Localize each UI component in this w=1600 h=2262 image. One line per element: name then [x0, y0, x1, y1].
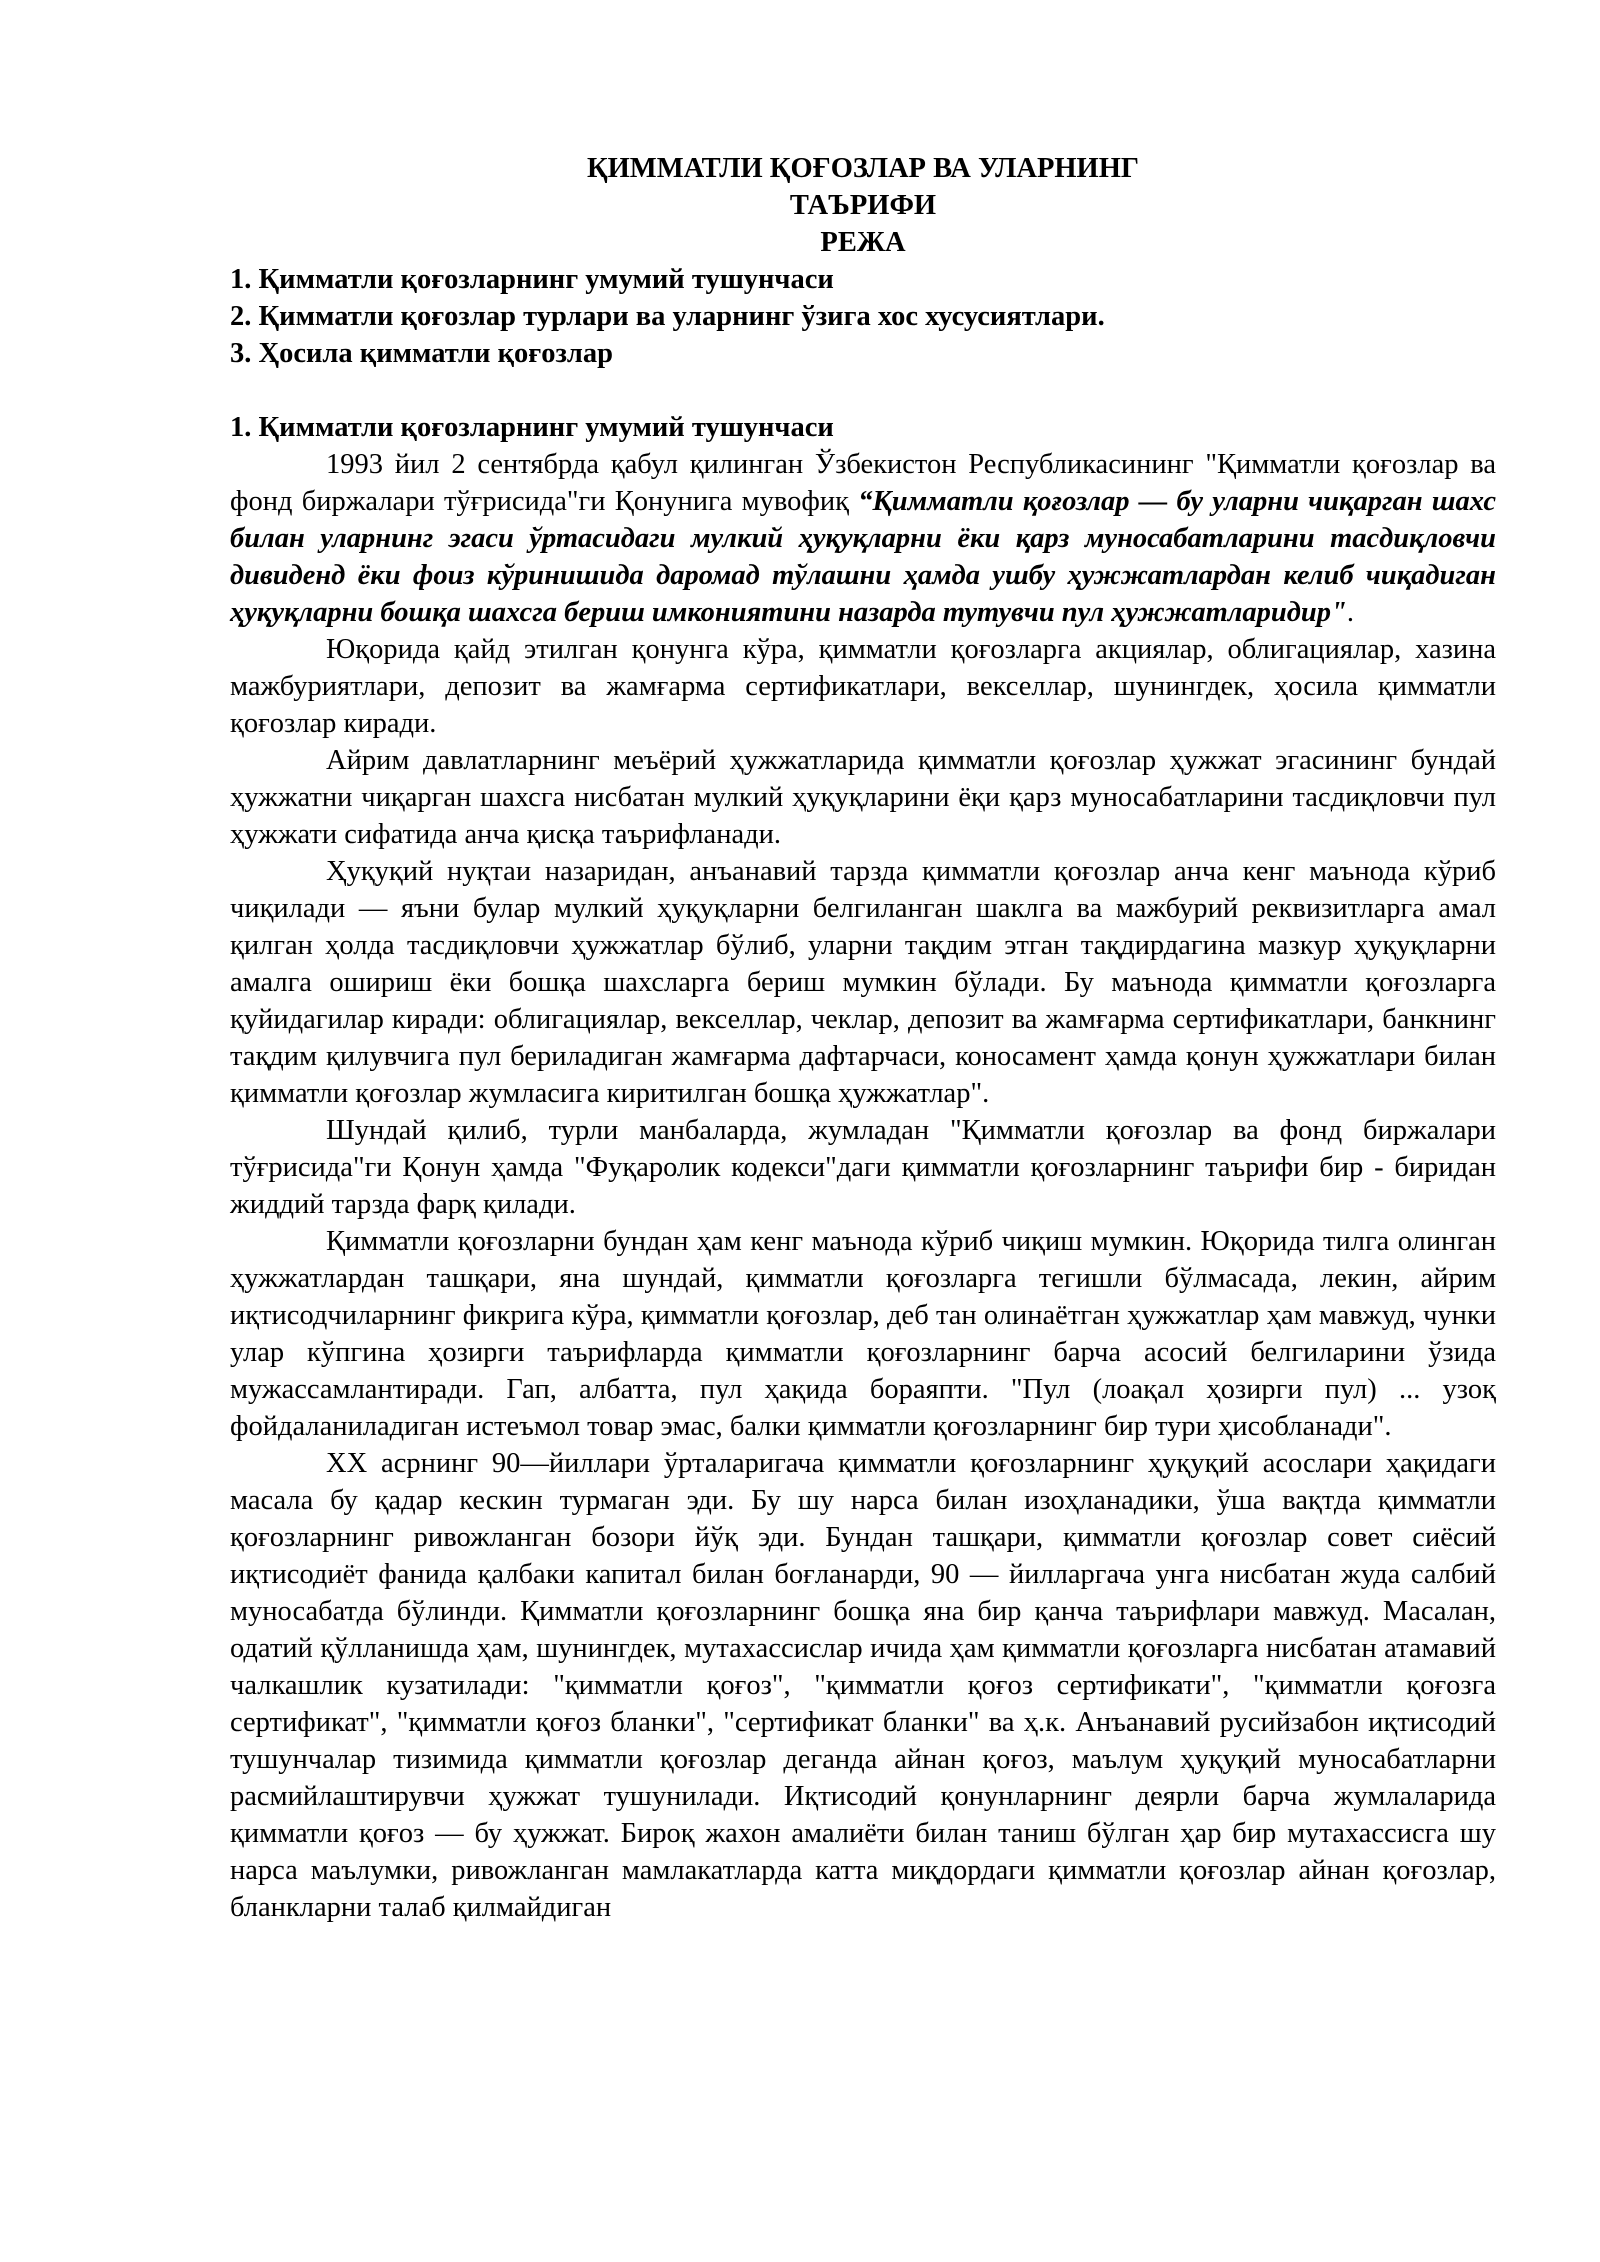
paragraph-1-intro: 1993 йил 2 сентябрда қабул қилинган Ўзбекистон Республикасининг "Қимматли қоғозлар ва фонд биржалари тўғрисида"ги Қонунига мувофиқ	[230, 449, 1496, 517]
document-title-line-1: ҚИММАТЛИ ҚОҒОЗЛАР ВА УЛАРНИНГ	[586, 153, 1140, 184]
paragraph-4: Ҳуқуқий нуқтаи назаридан, анъанавий тарзда қимматли қоғозлар анча кенг маънода кўриб чиқилади — яъни булар мулкий ҳуқуқларни белгиланган шаклга ва мажбурий реквизитларга амал қилган ҳолда тасдиқловчи ҳужжатлар бўлиб, уларни тақдим этган тақдирдагина мазкур ҳуқуқларни амалга ошириш ёки бошқа шахсларга бериш мумкин бўлади. Бу маънода қимматли қоғозларга қуйидагилар киради: облигациялар, векселлар, чеклар, депозит ва жамғарма сертификатлари, банкнинг тақдим қилувчига пул бериладиган жамғарма дафтарчаси, коносамент ҳамда қонун ҳужжатлари билан қимматли қоғозлар жумласига киритилган бошқа ҳужжатлар".	[230, 856, 1496, 1109]
paragraph-1	[230, 446, 1496, 631]
blank-line	[230, 372, 1496, 409]
plan-item-3: 3. Ҳосила қимматли қоғозлар	[230, 338, 613, 369]
document-title-line-2: ТАЪРИФИ	[789, 190, 937, 221]
paragraph-2: Юқорида қайд этилган қонунга кўра, қимматли қоғозларга акциялар, облигациялар, хазина мажбуриятлари, депозит ва жамғарма сертификатлари, векселлар, шунингдек, ҳосила қимматли қоғозлар киради.	[230, 634, 1496, 739]
paragraph-6: Қимматли қоғозларни бундан ҳам кенг маънода кўриб чиқиш мумкин. Юқорида тилга олинган ҳужжатлардан ташқари, яна шундай, қимматли қоғозларга тегишли бўлмасада, лекин, айрим иқтисодчиларнинг фикрига кўра, қимматли қоғозлар, деб тан олинаётган ҳужжатлар ҳам мавжуд, чунки улар кўпгина ҳозирги таърифларда қимматли қоғозларнинг барча асосий белгиларини ўзида мужассамлантиради. Гап, албатта, пул ҳақида бораяпти. "Пул (лоақал ҳозирги пул) ... узоқ фойдаланиладиган истеъмол товар эмас, балки қимматли қоғозларнинг бир тури ҳисобланади".	[230, 1226, 1496, 1442]
paragraph-7: XX асрнинг 90—йиллари ўрталаригача қимматли қоғозларнинг ҳуқуқий асослари ҳақидаги масала бу қадар кескин турмаган эди. Бу шу нарса билан изоҳланадики, ўша вақтда қимматли қоғозларнинг ривожланган бозори йўқ эди. Бундан ташқари, қимматли қоғозлар совет сиёсий иқтисодиёт фанида қалбаки капитал билан боғланарди, 90 — йилларгача унга нисбатан жуда салбий муносабатда бўлинди. Қимматли қоғозларнинг бошқа яна бир қанча таърифлари мавжуд. Масалан, одатий қўлланишда ҳам, шунингдек, мутахассислар ичида ҳам қимматли қоғозларга нисбатан атамавий чалкашлик кузатилади: "қимматли қоғоз", "қимматли қоғоз сертификати", "қимматли қоғозга сертификат", "қимматли қоғоз бланки", "сертификат бланки" ва ҳ.к. Анъанавий русийзабон иқтисодий тушунчалар тизимида қимматли қоғозлар деганда айнан қоғоз, маълум ҳуқуқий муносабатларни расмийлаштирувчи ҳужжат тушунилади. Иқтисодий қонунларнинг деярли барча жумлаларида қимматли қоғоз — бу ҳужжат. Бироқ жахон амалиёти билан таниш бўлган ҳар бир мутахассисга шу нарса маълумки, ривожланган мамлакатларда катта миқдордаги қимматли қоғозлар айнан қоғозлар, бланкларни талаб қилмайдиган	[230, 1448, 1496, 1923]
paragraph-5: Шундай қилиб, турли манбаларда, жумладан "Қимматли қоғозлар ва фонд биржалари тўғрисида"ги Қонун ҳамда "Фуқаролик кодекси"даги қимматли қоғозларнинг таърифи бир - биридан жиддий тарзда фарқ қилади.	[230, 1115, 1496, 1220]
plan-item-1: 1. Қимматли қоғозларнинг умумий тушунчаси	[230, 264, 834, 295]
section-1-heading: 1. Қимматли қоғозларнинг умумий тушунчаси	[230, 412, 834, 443]
paragraph-3: Айрим давлатларнинг меъёрий ҳужжатларида қимматли қоғозлар ҳужжат эгасининг бундай ҳужжатни чиқарган шахсга нисбатан мулкий ҳуқуқларини ёқи қарз муносабатларини тасдиқловчи пул ҳужжати сифатида анча қисқа таърифланади.	[230, 745, 1496, 850]
plan-list	[230, 261, 1496, 372]
law-definition-quote: “Қимматли қоғозлар — бу уларни чиқарган шахс билан уларнинг эгаси ўртасидаги мулкий ҳуқуқларни ёки қарз муносабатларини тасдиқловчи дивиденд ёки фоиз кўринишида даромад тўлашни ҳамда ушбу ҳужжатлардан келиб чиқадиган ҳуқуқларни бошқа шахсга бериш имкониятини назарда тутувчи пул ҳужжатларидир"	[230, 486, 1496, 628]
paragraph-1-end: .	[1346, 597, 1354, 628]
plan-item-2: 2. Қимматли қоғозлар турлари ва уларнинг ўзига хос хусусиятлари.	[230, 301, 1105, 332]
plan-heading: РЕЖА	[820, 227, 906, 258]
document-page	[230, 150, 1496, 1926]
